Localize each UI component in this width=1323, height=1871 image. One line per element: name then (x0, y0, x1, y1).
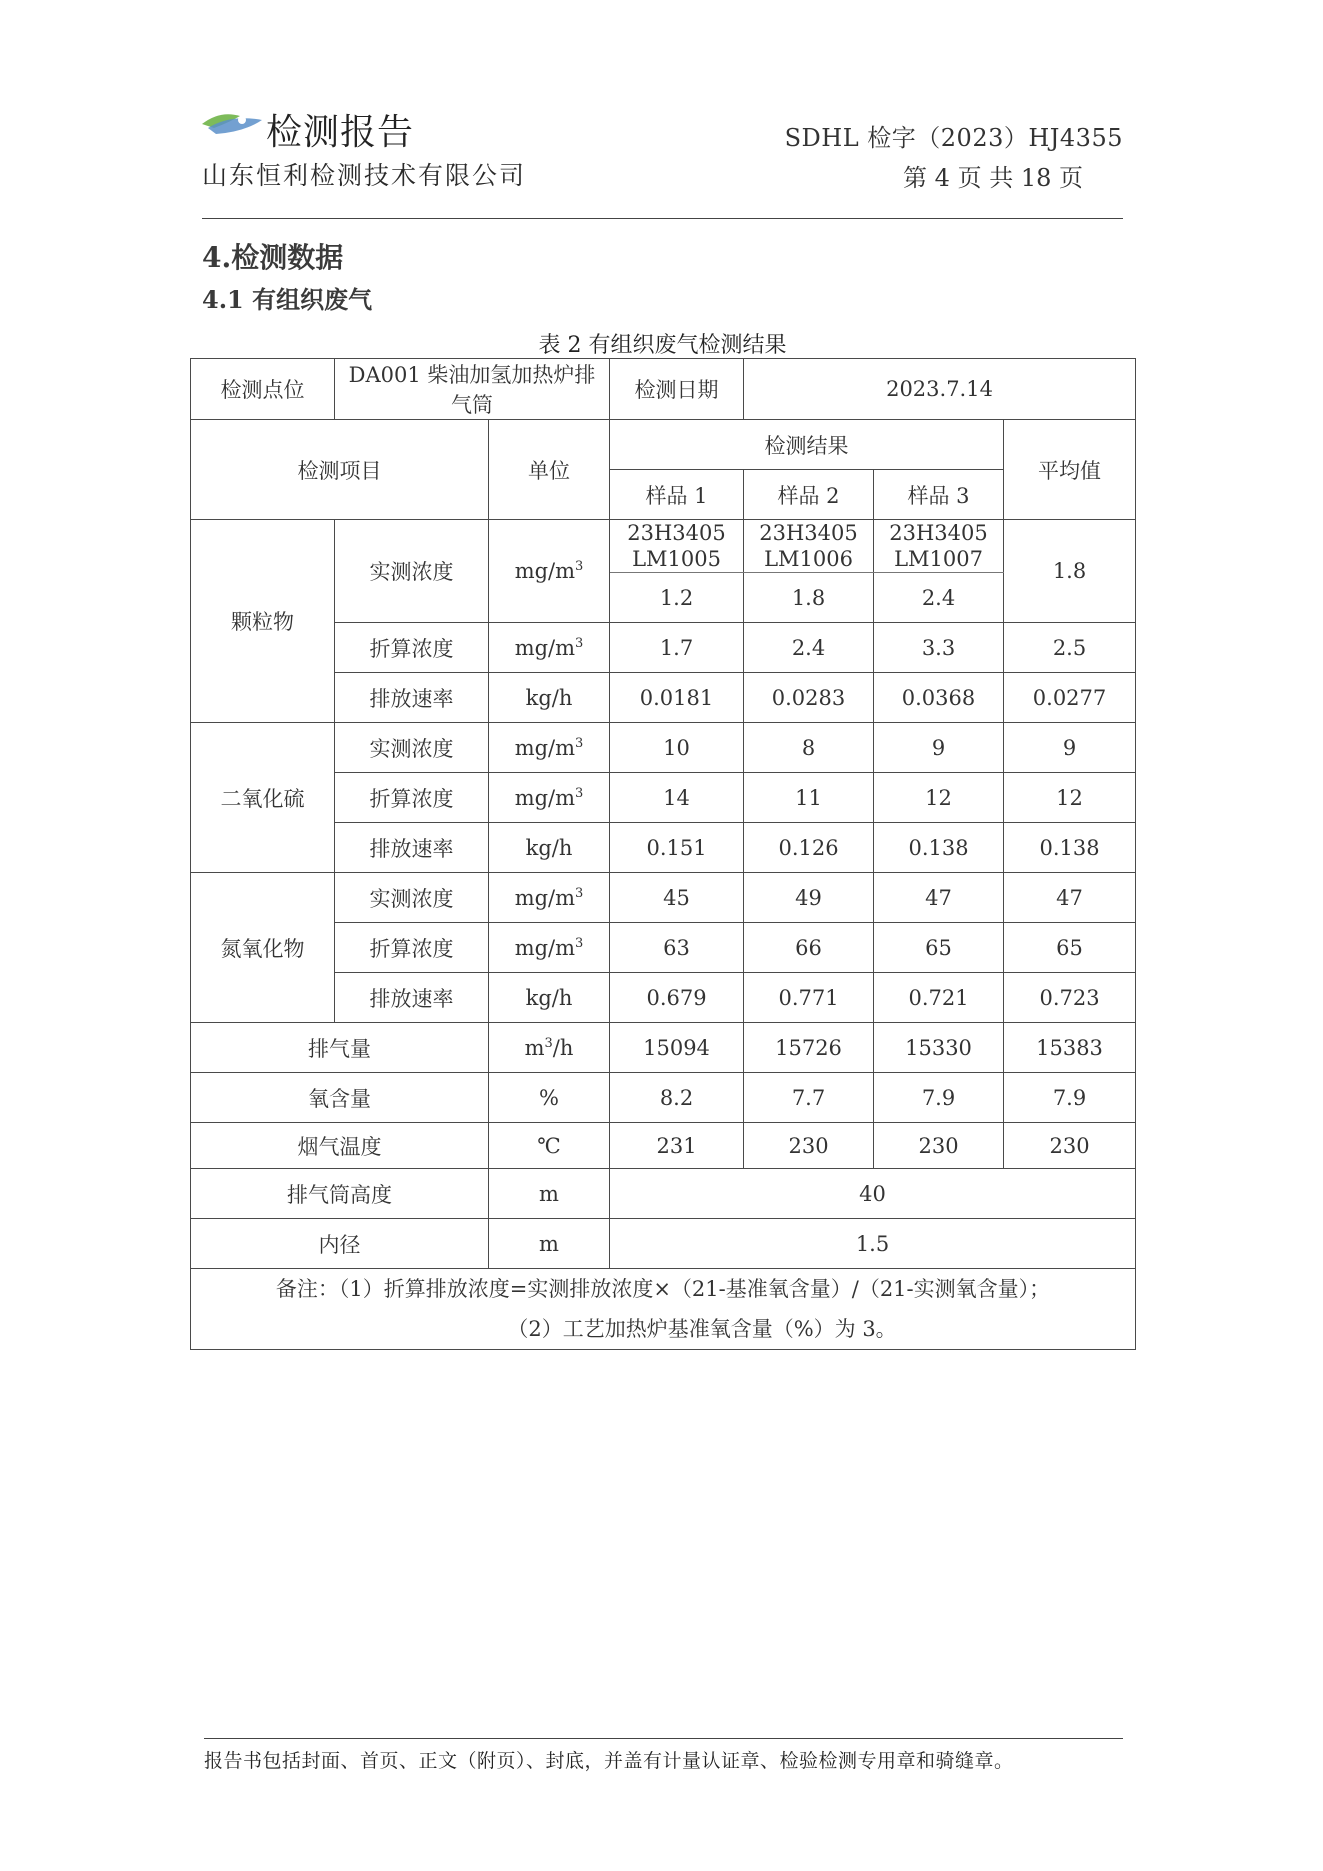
cell-value: 0.0368 (874, 673, 1004, 723)
cell-value: 0.721 (874, 973, 1004, 1023)
sample-header: 样品 1 (610, 470, 744, 520)
row-label: 排气筒高度 (191, 1169, 489, 1219)
average-value: 1.8 (1004, 520, 1136, 623)
average-value: 15383 (1004, 1023, 1136, 1073)
cell-value: 7.9 (874, 1073, 1004, 1123)
row-label: 烟气温度 (191, 1123, 489, 1169)
row-unit: $mg/m^3$ (489, 873, 610, 923)
table-notes (191, 1269, 1136, 1350)
average-value: 2.5 (1004, 623, 1136, 673)
group-name: 氮氧化物 (191, 873, 335, 1023)
table-row (191, 1169, 1136, 1219)
table-row (191, 723, 1136, 773)
cell-value: 0.679 (610, 973, 744, 1023)
exhaust-gas-results-table (190, 358, 1136, 1350)
result-header: 检测结果 (610, 420, 1004, 470)
header-divider (202, 218, 1123, 219)
cell-value: 8.2 (610, 1073, 744, 1123)
cell-value: 14 (610, 773, 744, 823)
cell-value: 9 (874, 723, 1004, 773)
cell-value: 47 (874, 873, 1004, 923)
cell-value: 0.0283 (744, 673, 874, 723)
cell-value: 40 (610, 1169, 1136, 1219)
page-number: 第 4 页 共 18 页 (903, 164, 1083, 192)
row-unit: kg/h (489, 673, 610, 723)
cell-value: 1.7 (610, 623, 744, 673)
average-value: 9 (1004, 723, 1136, 773)
average-value: 0.138 (1004, 823, 1136, 873)
average-header: 平均值 (1004, 420, 1136, 520)
table-row (191, 1219, 1136, 1269)
cell-value: 230 (874, 1123, 1004, 1169)
sample-header: 样品 3 (874, 470, 1004, 520)
sample-code: 23H3405 LM1007 (874, 520, 1004, 573)
row-label: 内径 (191, 1219, 489, 1269)
table-row (191, 1073, 1136, 1123)
sample-header: 样品 2 (744, 470, 874, 520)
table-caption: 表 2 有组织废气检测结果 (538, 333, 787, 358)
cell-value: 7.7 (744, 1073, 874, 1123)
row-label: 折算浓度 (335, 773, 489, 823)
cell-value: 0.151 (610, 823, 744, 873)
cell-value: 66 (744, 923, 874, 973)
cell-value: 0.771 (744, 973, 874, 1023)
note-line-1: 备注：（1）折算排放浓度=实测排放浓度×（21-基准氧含量）/（21-实测氧含量）； (275, 1277, 1051, 1301)
cell-value: 0.126 (744, 823, 874, 873)
report-title: 检测报告 (266, 112, 415, 153)
footer-text: 报告书包括封面、首页、正文（附页）、封底，并盖有计量认证章、检验检测专用章和骑缝章。 (204, 1750, 1014, 1772)
cell-value: 12 (874, 773, 1004, 823)
date-label: 检测日期 (610, 359, 744, 420)
cell-value: 10 (610, 723, 744, 773)
group-name: 颗粒物 (191, 520, 335, 723)
cell-value: 2.4 (874, 573, 1004, 623)
row-unit: % (489, 1073, 610, 1123)
table-row (191, 420, 1136, 470)
cell-value: 65 (874, 923, 1004, 973)
row-label: 氧含量 (191, 1073, 489, 1123)
cell-value: 49 (744, 873, 874, 923)
cell-value: 2.4 (744, 623, 874, 673)
row-label: 排放速率 (335, 973, 489, 1023)
table-row (191, 1123, 1136, 1169)
table-row (191, 520, 1136, 573)
cell-value: 15094 (610, 1023, 744, 1073)
row-unit: $mg/m^3$ (489, 623, 610, 673)
average-value: 47 (1004, 873, 1136, 923)
row-label: 折算浓度 (335, 923, 489, 973)
row-unit: $mg/m^3$ (489, 923, 610, 973)
report-number: SDHL 检字（2023）HJ4355 (784, 124, 1123, 152)
group-name: 二氧化硫 (191, 723, 335, 873)
row-unit: ℃ (489, 1123, 610, 1169)
row-unit: $m^3/h$ (489, 1023, 610, 1073)
table-row (191, 359, 1136, 420)
cell-value: 230 (744, 1123, 874, 1169)
cell-value: 8 (744, 723, 874, 773)
cell-value: 231 (610, 1123, 744, 1169)
average-value: 230 (1004, 1123, 1136, 1169)
average-value: 7.9 (1004, 1073, 1136, 1123)
row-label: 折算浓度 (335, 623, 489, 673)
cell-value: 0.138 (874, 823, 1004, 873)
cell-value: 1.2 (610, 573, 744, 623)
row-unit: m (489, 1219, 610, 1269)
row-unit: $mg/m^3$ (489, 723, 610, 773)
company-name: 山东恒利检测技术有限公司 (202, 161, 527, 190)
table-row (191, 1023, 1136, 1073)
row-unit: m (489, 1169, 610, 1219)
sample-code: 23H3405 LM1006 (744, 520, 874, 573)
cell-value: 0.0181 (610, 673, 744, 723)
row-label: 排放速率 (335, 673, 489, 723)
row-label: 实测浓度 (335, 520, 489, 623)
section-title: 4.检测数据 (202, 241, 344, 274)
subsection-title: 4.1 有组织废气 (202, 285, 373, 314)
item-header: 检测项目 (191, 420, 489, 520)
row-unit: kg/h (489, 823, 610, 873)
footer-divider (204, 1738, 1123, 1739)
table-row (191, 1269, 1136, 1350)
company-logo-icon (200, 108, 266, 136)
point-value: DA001 柴油加氢加热炉排气筒 (335, 359, 610, 420)
row-label: 实测浓度 (335, 873, 489, 923)
unit-header: 单位 (489, 420, 610, 520)
row-unit: kg/h (489, 973, 610, 1023)
point-label: 检测点位 (191, 359, 335, 420)
date-value: 2023.7.14 (744, 359, 1136, 420)
cell-value: 3.3 (874, 623, 1004, 673)
cell-value: 45 (610, 873, 744, 923)
average-value: 0.723 (1004, 973, 1136, 1023)
cell-value: 15726 (744, 1023, 874, 1073)
note-line-2: （2）工艺加热炉基准氧含量（%）为 3。 (507, 1317, 897, 1341)
cell-value: 1.8 (744, 573, 874, 623)
cell-value: 15330 (874, 1023, 1004, 1073)
average-value: 0.0277 (1004, 673, 1136, 723)
row-unit: $mg/m^3$ (489, 520, 610, 623)
cell-value: 63 (610, 923, 744, 973)
row-label: 实测浓度 (335, 723, 489, 773)
sample-code: 23H3405 LM1005 (610, 520, 744, 573)
table-row (191, 873, 1136, 923)
row-unit: $mg/m^3$ (489, 773, 610, 823)
row-label: 排放速率 (335, 823, 489, 873)
row-label: 排气量 (191, 1023, 489, 1073)
average-value: 12 (1004, 773, 1136, 823)
average-value: 65 (1004, 923, 1136, 973)
cell-value: 11 (744, 773, 874, 823)
cell-value: 1.5 (610, 1219, 1136, 1269)
